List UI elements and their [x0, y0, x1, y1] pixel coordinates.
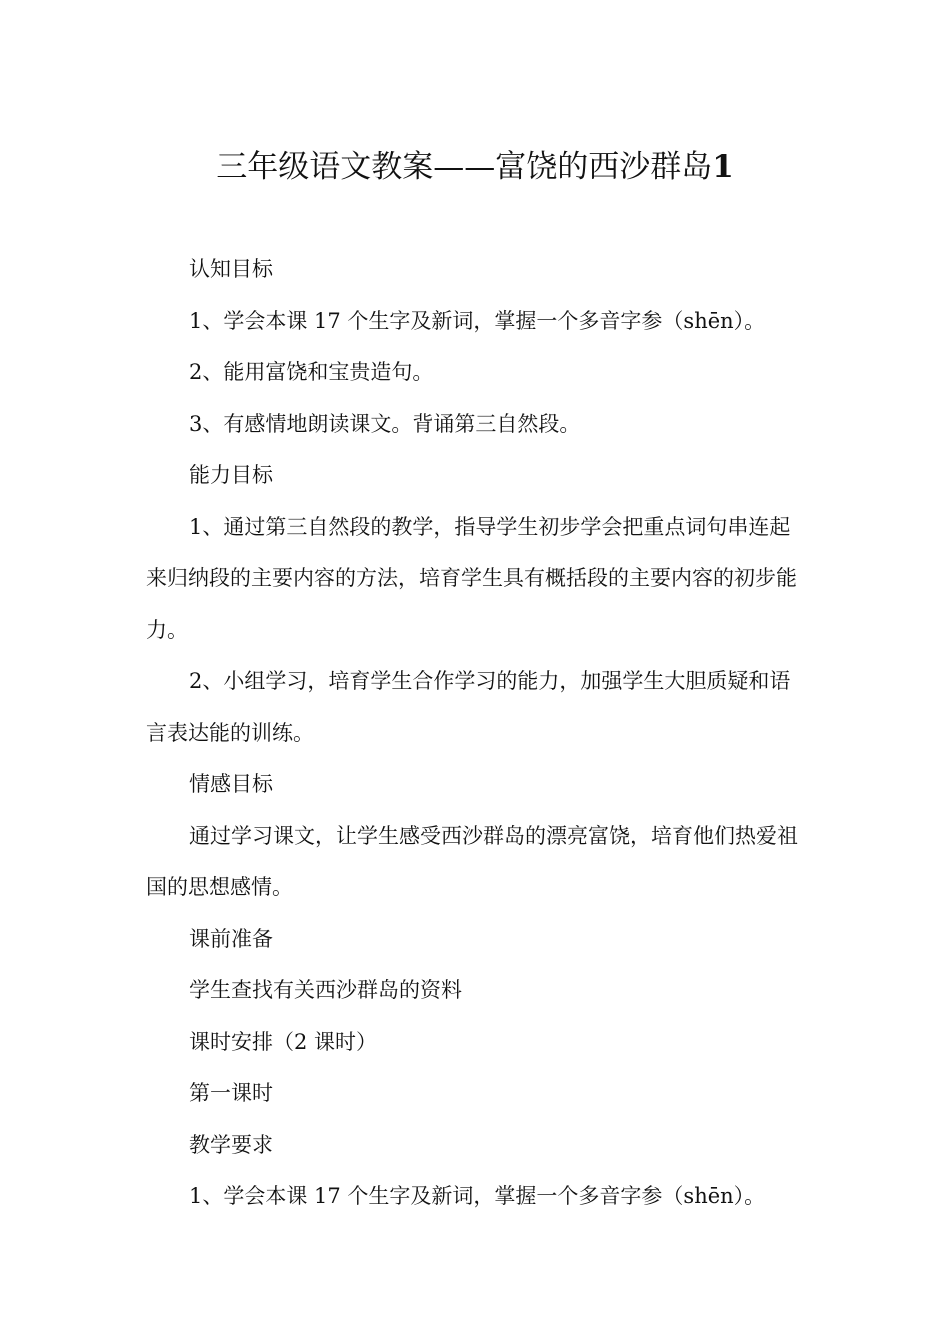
paragraph: 2、小组学习，培育学生合作学习的能力，加强学生大胆质疑和语言表达能的训练。	[146, 669, 791, 745]
paragraph: 3、有感情地朗读课文。背诵第三自然段。	[189, 411, 581, 436]
section-heading-teaching-requirements: 教学要求	[189, 1132, 273, 1157]
paragraph: 2、能用富饶和宝贵造句。	[189, 360, 434, 384]
paragraph: 1、学会本课 17 个生字及新词，掌握一个多音字参（shēn）。	[189, 308, 766, 333]
section-heading-ability-goals: 能力目标	[189, 463, 273, 487]
document-title	[0, 145, 950, 189]
section-heading-emotional-goals: 情感目标	[189, 772, 273, 796]
paragraph: 1、学会本课 17 个生字及新词，掌握一个多音字参（shēn）。	[189, 1184, 766, 1208]
document-body	[146, 244, 806, 1223]
section-heading-first-lesson: 第一课时	[189, 1081, 273, 1105]
section-heading-preparation: 课前准备	[189, 926, 273, 951]
paragraph: 课时安排（2 课时）	[189, 1029, 378, 1054]
document-title-number: 1	[712, 148, 734, 185]
paragraph: 学生查找有关西沙群岛的资料	[189, 978, 462, 1002]
paragraph: 1、通过第三自然段的教学，指导学生初步学会把重点词句串连起来归纳段的主要内容的方法，培育学生具有概括段的主要内容的初步能力。	[146, 514, 797, 642]
document-title-text: 三年级语文教案——富饶的西沙群岛	[216, 148, 713, 185]
section-heading-cognitive-goals: 认知目标	[189, 257, 273, 281]
paragraph: 通过学习课文，让学生感受西沙群岛的漂亮富饶，培育他们热爱祖国的思想感情。	[146, 823, 798, 899]
